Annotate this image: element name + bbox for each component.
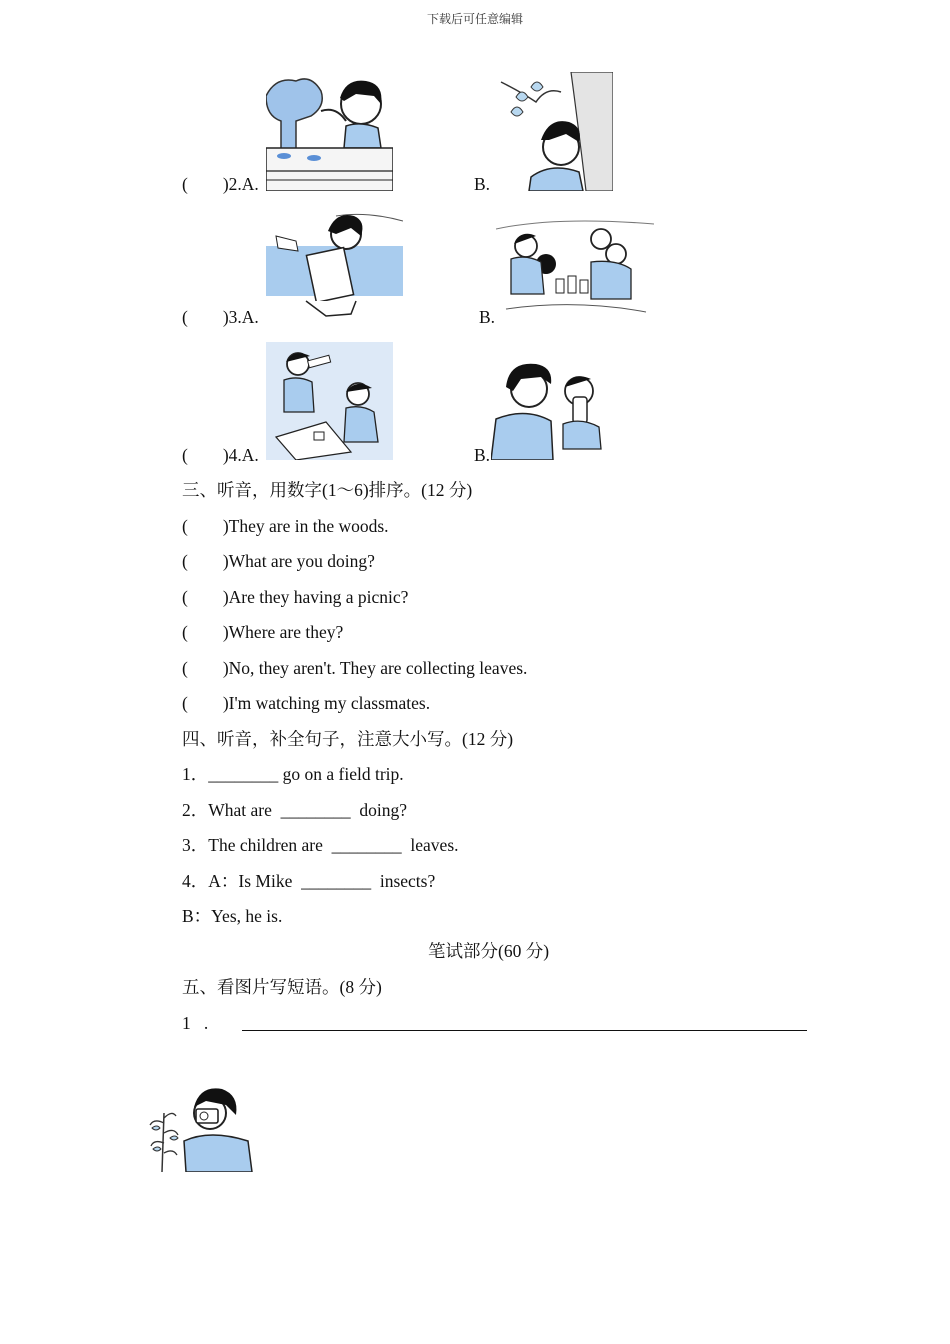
question-3-prefix: ( )3.A. [182,307,259,327]
children-picnic-telescope-picture [266,342,393,460]
question-4-prefix: ( )4.A. [182,445,259,465]
sentence-end: leaves. [401,835,459,855]
answer-blank: ________ [331,835,402,855]
sentence-end: go on a field trip. [278,764,404,784]
sentence-start: 2．What are [182,800,281,820]
fill-sentence-3 [182,835,459,855]
list-item: ( )They are in the woods. [182,516,389,536]
sentence-start: 1． [182,764,209,784]
sentence-end: doing? [350,800,408,820]
fill-sentence-2 [182,800,407,820]
section-5-title: 五、看图片写短语。(8 分) [182,977,382,997]
girl-drawing-picture [266,206,403,322]
sentence-end: insects? [371,871,436,891]
section-5-item-1-label: 1 . [182,1013,209,1033]
children-picnic-picture [496,214,654,323]
sentence-start: 4．A：Is Mike [182,871,302,891]
list-item: ( )Are they having a picnic? [182,587,409,607]
girl-taking-photo-of-plant-picture [144,1083,258,1172]
page-header: 下载后可任意编辑 [426,12,523,26]
section-4-title: 四、听音，补全句子，注意大小写。(12 分) [182,729,514,749]
question-4-option-b: B. [474,445,491,465]
fill-sentence-1 [182,764,404,784]
answer-blank: ________ [208,764,279,784]
answer-line: B：Yes, he is. [182,906,283,926]
question-3-option-b: B. [479,307,496,327]
question-2-prefix: ( )2.A. [182,174,259,194]
fill-sentence-4 [182,871,435,891]
list-item: ( )What are you doing? [182,551,375,571]
list-item: ( )No, they aren't. They are collecting leaves. [182,658,528,678]
written-part-title: 笔试部分(60 分) [428,941,550,961]
answer-underline [242,1030,807,1031]
question-2-option-b: B. [474,174,491,194]
list-item: ( )Where are they? [182,622,344,642]
boy-looking-at-leaves-picture [491,72,613,191]
section-3-title: 三、听音，用数字(1～6)排序。(12 分) [182,480,473,500]
boy-on-wall-watching-insects-picture [266,76,393,191]
answer-blank: ________ [280,800,351,820]
answer-blank: ________ [301,871,372,891]
woman-and-girl-jar-picture [491,349,613,460]
list-item: ( )I'm watching my classmates. [182,693,431,713]
sentence-start: 3．The children are [182,835,332,855]
